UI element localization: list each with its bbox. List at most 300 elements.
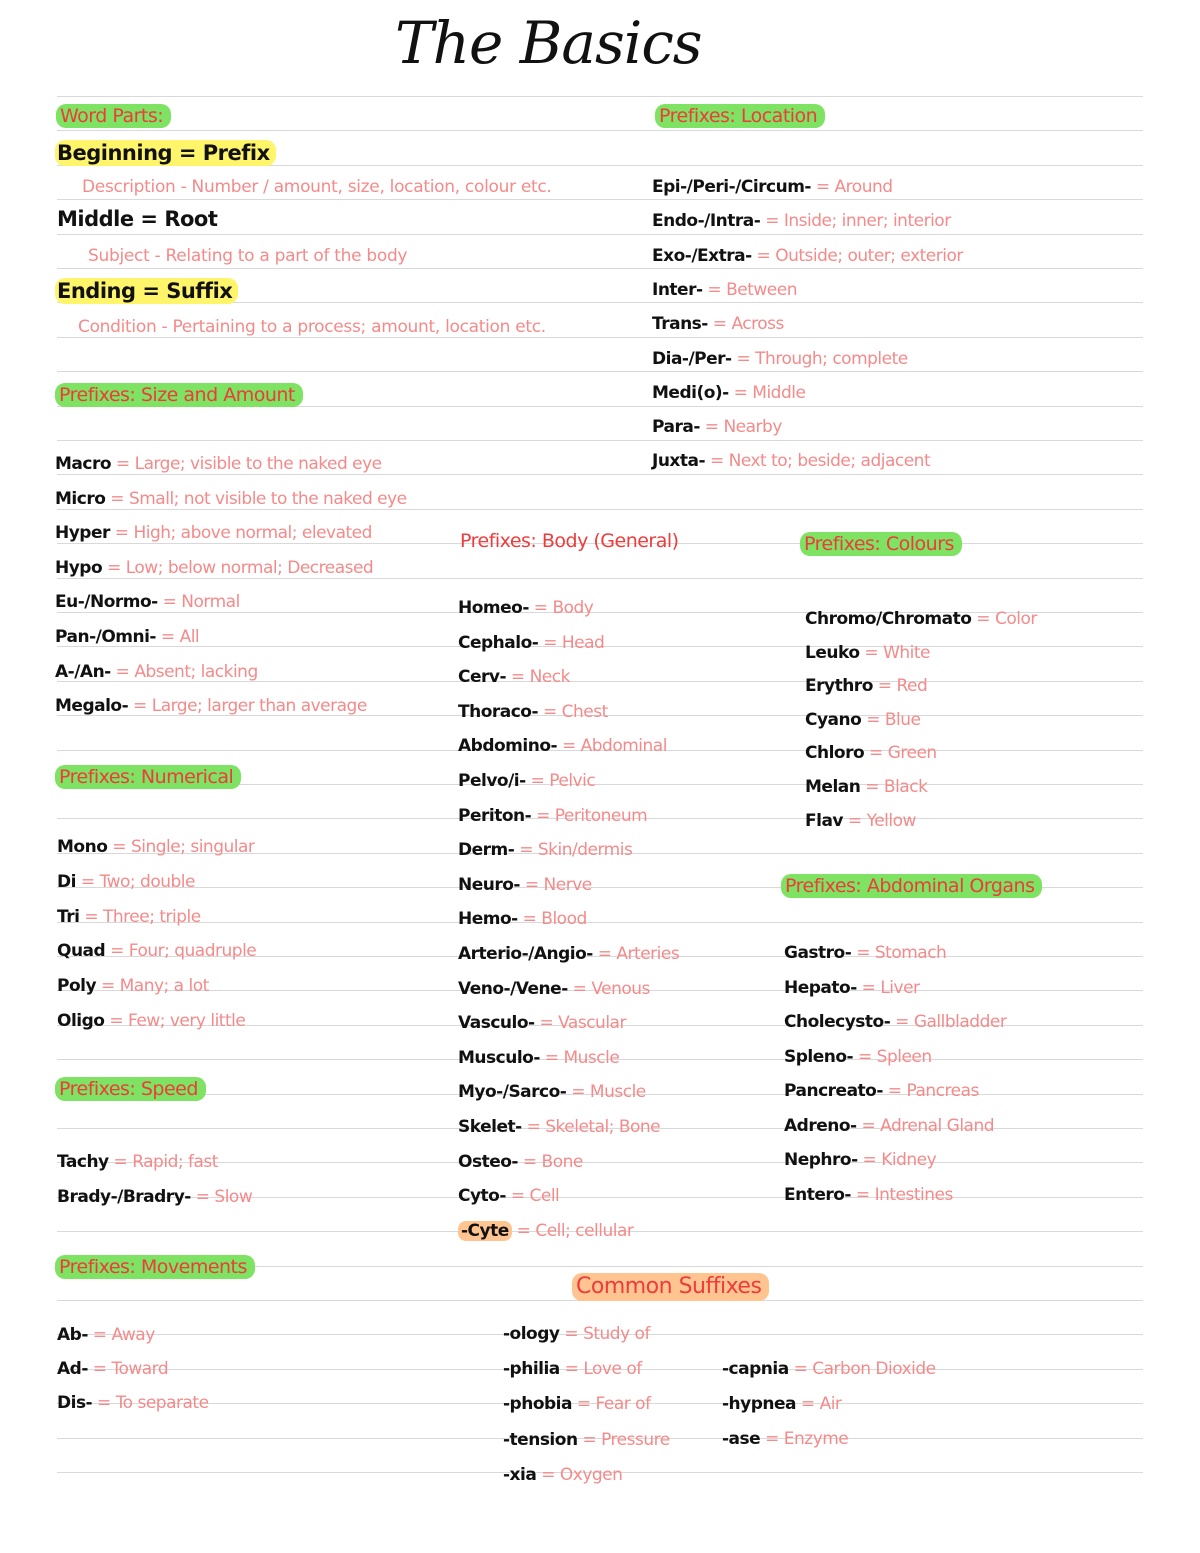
- term: Dis-: [57, 1393, 93, 1413]
- term: Hypo: [55, 558, 103, 578]
- term-row: [784, 1183, 953, 1207]
- equals-sign: =: [102, 558, 126, 578]
- term-row: [55, 590, 240, 614]
- definition: Through; complete: [755, 349, 908, 369]
- term: Leuko: [805, 643, 860, 663]
- definition: Gallbladder: [913, 1012, 1007, 1032]
- term-row: [57, 974, 209, 998]
- term: Hepato-: [784, 978, 857, 998]
- term: Homeo-: [458, 598, 529, 618]
- equals-sign: =: [851, 943, 875, 963]
- equals-sign: =: [79, 907, 104, 927]
- rule-line: [57, 371, 1143, 372]
- term: Hemo-: [458, 909, 518, 929]
- equals-sign: =: [107, 837, 131, 857]
- term: -ase: [722, 1429, 761, 1449]
- equals-sign: =: [843, 811, 867, 831]
- term-row: [652, 278, 797, 302]
- term-row: [458, 769, 595, 793]
- equals-sign: =: [506, 667, 530, 687]
- term-row: [784, 1114, 994, 1138]
- term-row: [458, 804, 647, 828]
- term: Para-: [652, 417, 700, 437]
- rule-line: [57, 96, 1143, 97]
- definition: Skin/dermis: [537, 840, 633, 860]
- term: Musculo-: [458, 1048, 540, 1068]
- term-row: [458, 907, 587, 931]
- term-row: [652, 175, 893, 199]
- equals-sign: =: [751, 246, 776, 266]
- term: Endo-/Intra-: [652, 211, 761, 231]
- rule-line: [57, 440, 1143, 441]
- term: Veno-/Vene-: [458, 979, 568, 999]
- term: Oligo: [57, 1011, 105, 1031]
- term: Chloro: [805, 743, 865, 763]
- definition: Outside; outer; exterior: [775, 246, 963, 266]
- equals-sign: =: [109, 523, 134, 543]
- term: -ology: [503, 1324, 560, 1344]
- rule-line: [57, 268, 1143, 269]
- term: Inter-: [652, 280, 703, 300]
- term: Macro: [55, 454, 112, 474]
- term-row: [722, 1392, 841, 1416]
- definition: Low; below normal; Decreased: [125, 558, 374, 578]
- equals-sign: =: [853, 1047, 877, 1067]
- equals-sign: =: [559, 1324, 584, 1344]
- term-row: [458, 1184, 559, 1208]
- definition: Around: [834, 177, 893, 197]
- term: Epi-/Peri-/Circum-: [652, 177, 811, 197]
- definition: Stomach: [874, 943, 947, 963]
- term-row: [458, 596, 593, 620]
- definition: Vascular: [558, 1013, 626, 1033]
- equals-sign: =: [190, 1187, 215, 1207]
- term-row: [458, 734, 667, 758]
- definition: High; above normal; elevated: [133, 523, 372, 543]
- definition: Single; singular: [130, 837, 255, 857]
- term: Eu-/Normo-: [55, 592, 158, 612]
- equals-sign: =: [511, 1221, 536, 1241]
- definition: Venous: [591, 979, 650, 999]
- term: Dia-/Per-: [652, 349, 732, 369]
- term-row: [722, 1427, 848, 1451]
- equals-sign: =: [92, 1393, 116, 1413]
- definition: Love of: [583, 1359, 642, 1379]
- word-part-term: Middle = Root: [57, 207, 218, 231]
- term-row: [55, 625, 199, 649]
- term: Exo-/Extra-: [652, 246, 752, 266]
- term-row: [458, 838, 632, 862]
- equals-sign: =: [872, 676, 897, 696]
- term-row: [652, 449, 930, 473]
- definition: Chest: [561, 702, 608, 722]
- definition: Neck: [529, 667, 570, 687]
- word-part-term: Beginning = Prefix: [55, 140, 276, 166]
- term: Cyano: [805, 710, 862, 730]
- definition: Green: [887, 743, 937, 763]
- term: Vasculo-: [458, 1013, 535, 1033]
- equals-sign: =: [559, 1359, 584, 1379]
- term-row: [55, 660, 258, 684]
- term: Megalo-: [55, 696, 129, 716]
- term: Abdomino-: [458, 736, 558, 756]
- definition: Muscle: [589, 1082, 646, 1102]
- definition: Color: [994, 609, 1037, 629]
- term-row: [57, 1357, 168, 1381]
- equals-sign: =: [157, 592, 182, 612]
- term: Quad: [57, 941, 106, 961]
- term: Chromo/Chromato: [805, 609, 972, 629]
- definition: Pancreas: [906, 1081, 979, 1101]
- definition: Study of: [583, 1324, 650, 1344]
- equals-sign: =: [882, 1081, 907, 1101]
- equals-sign: =: [731, 349, 756, 369]
- term-row: [458, 1150, 583, 1174]
- term-row: [458, 1080, 646, 1104]
- term-row: [784, 1148, 936, 1172]
- definition: Fear of: [595, 1394, 651, 1414]
- term-row: [805, 708, 921, 732]
- word-part-term: Ending = Suffix: [55, 278, 238, 304]
- term: Melan: [805, 777, 861, 797]
- definition: Absent; lacking: [134, 662, 258, 682]
- equals-sign: =: [521, 1117, 546, 1137]
- suffixes-heading: Common Suffixes: [572, 1273, 769, 1301]
- equals-sign: =: [128, 696, 152, 716]
- definition: Liver: [880, 978, 920, 998]
- equals-sign: =: [156, 627, 180, 647]
- term: Medi(o)-: [652, 383, 729, 403]
- equals-sign: =: [557, 736, 581, 756]
- equals-sign: =: [890, 1012, 914, 1032]
- definition: Kidney: [881, 1150, 937, 1170]
- term-row: [55, 694, 367, 718]
- equals-sign: =: [96, 976, 120, 996]
- term: Tachy: [57, 1152, 109, 1172]
- definition: Head: [561, 633, 605, 653]
- definition: Normal: [181, 592, 240, 612]
- term-row: [458, 942, 679, 966]
- colours-heading: Prefixes: Colours: [800, 532, 962, 556]
- term: -xia: [503, 1465, 537, 1485]
- term: -hypnea: [722, 1394, 797, 1414]
- term: Cyto-: [458, 1186, 506, 1206]
- definition: Air: [819, 1394, 842, 1414]
- definition: Large; visible to the naked eye: [134, 454, 382, 474]
- equals-sign: =: [517, 1152, 542, 1172]
- term: Myo-/Sarco-: [458, 1082, 567, 1102]
- equals-sign: =: [538, 633, 562, 653]
- term-row: [55, 556, 373, 580]
- definition: Rapid; fast: [132, 1152, 218, 1172]
- term-row: [784, 941, 946, 965]
- term-row: [57, 905, 201, 929]
- equals-sign: =: [104, 1011, 129, 1031]
- definition: Oxygen: [559, 1465, 623, 1485]
- definition: Skeletal; Bone: [545, 1117, 661, 1137]
- term-row: [652, 244, 963, 268]
- term-row: [57, 1009, 245, 1033]
- numerical-heading: Prefixes: Numerical: [55, 765, 241, 789]
- definition: Next to; beside; adjacent: [728, 451, 931, 471]
- definition: All: [179, 627, 200, 647]
- definition: Intestines: [874, 1185, 953, 1205]
- term: -phobia: [503, 1394, 572, 1414]
- term-row: [458, 873, 592, 897]
- definition: Pressure: [601, 1430, 670, 1450]
- definition: Few; very little: [128, 1011, 246, 1031]
- definition: Blue: [884, 710, 921, 730]
- term-row: [805, 775, 927, 799]
- definition: Three; triple: [103, 907, 201, 927]
- term: Skelet-: [458, 1117, 522, 1137]
- equals-sign: =: [699, 417, 724, 437]
- term-row: [55, 487, 407, 511]
- definition: Two; double: [99, 872, 195, 892]
- definition: Across: [731, 314, 784, 334]
- term: Nephro-: [784, 1150, 858, 1170]
- size-amount-heading: Prefixes: Size and Amount: [55, 383, 303, 407]
- equals-sign: =: [571, 1394, 596, 1414]
- equals-sign: =: [105, 489, 129, 509]
- equals-sign: =: [514, 840, 538, 860]
- term: Thoraco-: [458, 702, 539, 722]
- term: Derm-: [458, 840, 515, 860]
- term: Arterio-/Angio-: [458, 944, 593, 964]
- page-title: The Basics: [395, 9, 702, 77]
- term-row: [503, 1428, 670, 1452]
- term-row: [55, 452, 382, 476]
- term: Entero-: [784, 1185, 851, 1205]
- definition: Bone: [541, 1152, 583, 1172]
- definition: Adrenal Gland: [880, 1116, 995, 1136]
- term-row: [652, 209, 951, 233]
- equals-sign: =: [567, 979, 592, 999]
- definition: Arteries: [616, 944, 680, 964]
- term: Cephalo-: [458, 633, 539, 653]
- equals-sign: =: [864, 743, 888, 763]
- definition: Muscle: [563, 1048, 620, 1068]
- definition: Carbon Dioxide: [812, 1359, 936, 1379]
- equals-sign: =: [705, 451, 729, 471]
- term-row: [805, 741, 937, 765]
- word-part-description: Condition - Pertaining to a process; amount, location etc.: [78, 317, 546, 337]
- term: Erythro: [805, 676, 873, 696]
- equals-sign: =: [857, 1150, 882, 1170]
- term: Periton-: [458, 806, 532, 826]
- equals-sign: =: [87, 1359, 112, 1379]
- term-row: [784, 1045, 932, 1069]
- term: Ad-: [57, 1359, 88, 1379]
- term-row: [805, 607, 1037, 631]
- term: Hyper: [55, 523, 110, 543]
- term: -Cyte: [458, 1221, 512, 1241]
- term-row: [458, 977, 650, 1001]
- equals-sign: =: [108, 1152, 133, 1172]
- term: -tension: [503, 1430, 578, 1450]
- definition: Blood: [541, 909, 587, 929]
- equals-sign: =: [861, 710, 885, 730]
- equals-sign: =: [75, 872, 100, 892]
- term-row: [503, 1463, 622, 1487]
- term: -capnia: [722, 1359, 789, 1379]
- definition: Cell: [529, 1186, 560, 1206]
- term-row: [652, 312, 784, 336]
- definition: Middle: [752, 383, 806, 403]
- equals-sign: =: [856, 1116, 881, 1136]
- term: Neuro-: [458, 875, 520, 895]
- location-heading: Prefixes: Location: [655, 104, 825, 128]
- term-row: [805, 674, 927, 698]
- equals-sign: =: [856, 978, 881, 998]
- term-row: [784, 976, 920, 1000]
- definition: Toward: [111, 1359, 169, 1379]
- term: Gastro-: [784, 943, 852, 963]
- equals-sign: =: [538, 702, 562, 722]
- equals-sign: =: [702, 280, 727, 300]
- definition: Four; quadruple: [128, 941, 257, 961]
- term-row: [57, 939, 256, 963]
- equals-sign: =: [87, 1325, 112, 1345]
- term: A-/An-: [55, 662, 111, 682]
- equals-sign: =: [859, 643, 884, 663]
- equals-sign: =: [525, 771, 550, 791]
- term-row: [57, 1323, 155, 1347]
- equals-sign: =: [110, 662, 135, 682]
- term: Micro: [55, 489, 106, 509]
- equals-sign: =: [505, 1186, 530, 1206]
- equals-sign: =: [760, 1429, 784, 1449]
- term: Tri: [57, 907, 80, 927]
- equals-sign: =: [728, 383, 753, 403]
- term: Cholecysto-: [784, 1012, 891, 1032]
- rule-line: [57, 234, 1143, 235]
- term-row: [57, 870, 195, 894]
- term: Trans-: [652, 314, 708, 334]
- movements-heading: Prefixes: Movements: [55, 1255, 255, 1279]
- equals-sign: =: [111, 454, 135, 474]
- equals-sign: =: [534, 1013, 559, 1033]
- definition: Yellow: [866, 811, 916, 831]
- term-row: [805, 641, 930, 665]
- term-row: [652, 381, 805, 405]
- term: Osteo-: [458, 1152, 518, 1172]
- term-row: [57, 1150, 218, 1174]
- equals-sign: =: [860, 777, 884, 797]
- equals-sign: =: [810, 177, 835, 197]
- equals-sign: =: [539, 1048, 564, 1068]
- equals-sign: =: [566, 1082, 590, 1102]
- term-row: [652, 347, 908, 371]
- organs-heading: Prefixes: Abdominal Organs: [781, 874, 1042, 898]
- definition: Nearby: [723, 417, 782, 437]
- term-row: [503, 1322, 650, 1346]
- equals-sign: =: [788, 1359, 813, 1379]
- definition: Inside; inner; interior: [783, 211, 951, 231]
- term-row: [458, 665, 570, 689]
- term: -philia: [503, 1359, 560, 1379]
- rule-line: [57, 199, 1143, 200]
- term: Poly: [57, 976, 97, 996]
- term-row: [805, 809, 916, 833]
- term-row: [503, 1357, 642, 1381]
- term-row: [458, 1115, 660, 1139]
- equals-sign: =: [796, 1394, 820, 1414]
- rule-line: [57, 130, 1143, 131]
- term-row: [55, 521, 372, 545]
- definition: Pelvic: [549, 771, 596, 791]
- term: Pancreato-: [784, 1081, 883, 1101]
- definition: Enzyme: [783, 1429, 849, 1449]
- rule-line: [57, 922, 1143, 923]
- definition: Small; not visible to the naked eye: [128, 489, 407, 509]
- term-row: [458, 1046, 619, 1070]
- equals-sign: =: [528, 598, 553, 618]
- equals-sign: =: [760, 211, 784, 231]
- body-heading: Prefixes: Body (General): [460, 530, 679, 552]
- equals-sign: =: [577, 1430, 602, 1450]
- term: Cerv-: [458, 667, 507, 687]
- term: Flav: [805, 811, 843, 831]
- definition: Red: [896, 676, 928, 696]
- definition: Cell; cellular: [535, 1221, 634, 1241]
- definition: To separate: [115, 1393, 209, 1413]
- term-row: [57, 1185, 252, 1209]
- term: Pelvo/i-: [458, 771, 526, 791]
- term-row: [458, 631, 604, 655]
- equals-sign: =: [592, 944, 617, 964]
- equals-sign: =: [971, 609, 995, 629]
- equals-sign: =: [531, 806, 555, 826]
- definition: Nerve: [543, 875, 592, 895]
- speed-heading: Prefixes: Speed: [55, 1077, 206, 1101]
- definition: Away: [111, 1325, 155, 1345]
- term-row: [652, 415, 782, 439]
- definition: Abdominal: [580, 736, 667, 756]
- word-part-description: Description - Number / amount, size, location, colour etc.: [82, 177, 552, 197]
- term-row: [503, 1392, 651, 1416]
- definition: Spleen: [876, 1047, 932, 1067]
- term: Mono: [57, 837, 108, 857]
- term-row: [458, 700, 608, 724]
- term-row: [458, 1219, 633, 1243]
- term-row: [784, 1010, 1006, 1034]
- term-row: [57, 835, 254, 859]
- definition: Body: [552, 598, 594, 618]
- equals-sign: =: [517, 909, 542, 929]
- term: Adreno-: [784, 1116, 857, 1136]
- definition: Peritoneum: [554, 806, 648, 826]
- equals-sign: =: [536, 1465, 560, 1485]
- term-row: [57, 1391, 209, 1415]
- equals-sign: =: [105, 941, 129, 961]
- equals-sign: =: [707, 314, 732, 334]
- equals-sign: =: [519, 875, 544, 895]
- definition: Between: [726, 280, 797, 300]
- word-part-description: Subject - Relating to a part of the body: [88, 246, 408, 266]
- equals-sign: =: [851, 1185, 875, 1205]
- definition: Many; a lot: [119, 976, 209, 996]
- definition: Black: [883, 777, 928, 797]
- term: Di: [57, 872, 76, 892]
- term-row: [458, 1011, 626, 1035]
- term-row: [722, 1357, 936, 1381]
- rule-line: [57, 1162, 1143, 1163]
- definition: White: [883, 643, 930, 663]
- word-parts-heading: Word Parts:: [56, 104, 171, 128]
- definition: Large; larger than average: [151, 696, 367, 716]
- term: Spleno-: [784, 1047, 854, 1067]
